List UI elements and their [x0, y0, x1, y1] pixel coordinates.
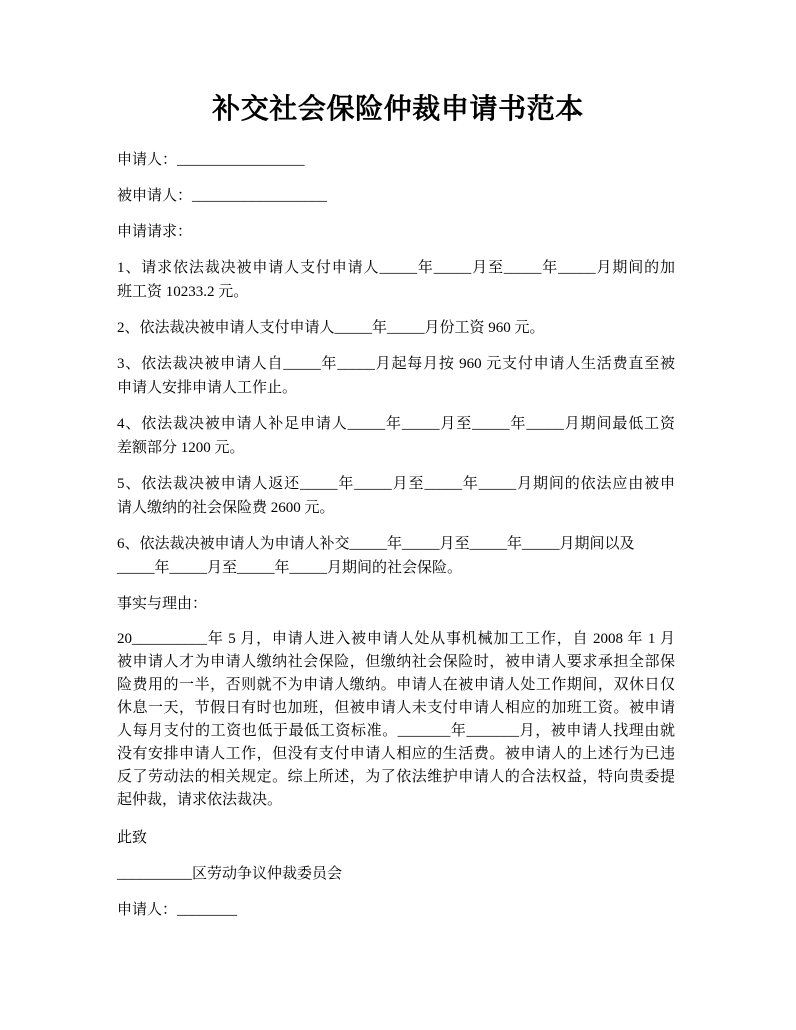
document-body	[117, 148, 675, 934]
facts-heading-paragraph	[117, 592, 675, 616]
facts-line-8: 起仲裁，请求依法裁决。	[117, 792, 283, 808]
request-item-3-line-2: 申请人安排申请人工作止。	[117, 380, 298, 396]
request-item-6-line-1: 6、依法裁决被申请人为申请人补交_____年_____月至_____年_____月期间以及	[117, 536, 635, 552]
request-item-4	[117, 412, 675, 460]
signature-paragraph	[117, 898, 675, 922]
request-item-2-line-1: 2、依法裁决被申请人支付申请人_____年_____月份工资 960 元。	[117, 320, 545, 336]
facts-heading: 事实与理由：	[117, 596, 208, 612]
applicant-line: 申请人：_________________	[117, 152, 305, 168]
salutation: 此致	[117, 830, 148, 846]
applicant-paragraph	[117, 148, 675, 172]
request-item-4-line-2: 差额部分 1200 元。	[117, 440, 245, 456]
signature-line: 申请人：________	[117, 902, 238, 918]
request-item-3	[117, 352, 675, 400]
salutation-paragraph	[117, 826, 675, 850]
request-item-6	[117, 532, 675, 580]
request-item-5-line-1: 5、依法裁决被申请人返还_____年_____月至_____年_____月期间的依法应由被申	[117, 476, 675, 492]
facts-line-3: 险费用的一半，否则就不为申请人缴纳。申请人在被申请人处工作期间，双休日仅	[117, 677, 675, 693]
requests-heading: 申请请求：	[117, 224, 193, 240]
requests-heading-paragraph	[117, 220, 675, 244]
request-item-1-line-1: 1、请求依法裁决被申请人支付申请人_____年_____月至_____年_____月期间的加	[117, 260, 675, 276]
addressee-paragraph	[117, 862, 675, 886]
request-item-1-line-2: 班工资 10233.2 元。	[117, 284, 249, 300]
facts-line-1: 20__________年 5 月，申请人进入被申请人处从事机械加工工作，自 2008 年 1 月	[117, 631, 675, 647]
request-item-5	[117, 472, 675, 520]
facts-line-5: 人每月支付的工资也低于最低工资标准。_______年_______月，被申请人找理由就	[117, 723, 675, 739]
respondent-line: 被申请人：__________________	[117, 188, 328, 204]
facts-line-2: 被申请人才为申请人缴纳社会保险，但缴纳社会保险时，被申请人要求承担全部保	[117, 654, 675, 670]
facts-line-7: 反了劳动法的相关规定。综上所述，为了依法维护申请人的合法权益，特向贵委提	[117, 769, 675, 785]
request-item-3-line-1: 3、依法裁决被申请人自_____年_____月起每月按 960 元支付申请人生活费直至被	[117, 356, 675, 372]
request-item-4-line-1: 4、依法裁决被申请人补足申请人_____年_____月至_____年_____月期间最低工资	[117, 416, 675, 432]
respondent-paragraph	[117, 184, 675, 208]
addressee: __________区劳动争议仲裁委员会	[117, 866, 343, 882]
request-item-2	[117, 316, 675, 340]
facts-line-4: 休息一天，节假日有时也加班，但被申请人未支付申请人相应的加班工资。被申请	[117, 700, 675, 716]
request-item-6-line-2: _____年_____月至_____年_____月期间的社会保险。	[117, 560, 463, 576]
request-item-5-line-2: 请人缴纳的社会保险费 2600 元。	[117, 500, 335, 516]
facts-line-6: 没有安排申请人工作，但没有支付申请人相应的生活费。被申请人的上述行为已违	[117, 746, 675, 762]
document-title: 补交社会保险仲裁申请书范本	[212, 94, 584, 125]
request-item-1	[117, 256, 675, 304]
facts-paragraph	[117, 628, 675, 812]
